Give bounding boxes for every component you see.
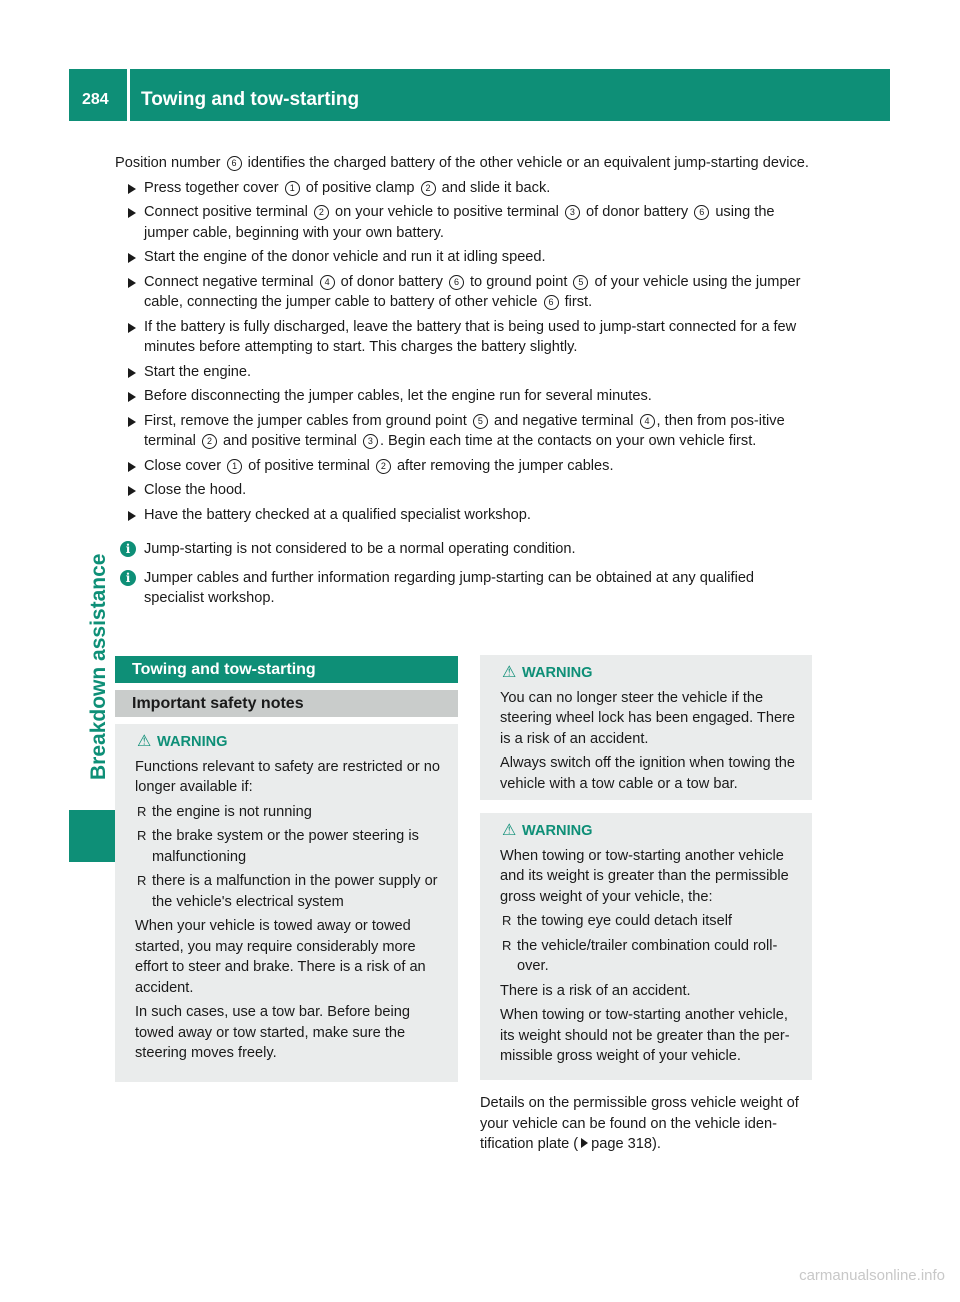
warning-text: When towing or tow-starting another vehicle and its weight is greater than the permissible gross weight of your vehicle, the: xyxy=(500,847,789,905)
chapter-side-label: Breakdown assistance xyxy=(87,553,110,780)
warning-text: You can no longer steer the vehicle if the steering wheel lock has been engaged. There is a risk of an accident. xyxy=(500,689,796,747)
warning-triangle-icon: ⚠ xyxy=(137,733,152,750)
step-arrow-icon xyxy=(128,486,136,496)
step-item: Before disconnecting the jumper cables, let the engine run for several minutes. xyxy=(115,386,812,407)
warning-text: Functions relevant to safety are restricted or no longer available if: xyxy=(135,758,440,795)
weight-details-paragraph: Details on the permissible gross vehicle weight of your vehicle can be found on the vehicle iden-tification plate ( page 318). xyxy=(480,1095,799,1152)
intro-paragraph: Position number 6 identifies the charged battery of the other vehicle or an equivalent jump-starting device. xyxy=(115,155,809,171)
position-number-badge: 3 xyxy=(565,205,580,220)
list-item: R the vehicle/trailer combination could roll-over. xyxy=(502,937,778,974)
list-item: R the towing eye could detach itself xyxy=(502,913,732,929)
position-number-badge: 2 xyxy=(421,181,436,196)
warning-text: When towing or tow-starting another vehicle, its weight should not be greater than the per-missible gross weight of your vehicle. xyxy=(500,1007,790,1064)
step-item: Connect negative terminal 4 of donor battery 6 to ground point 5 of your vehicle using the jumper cable, connecting the jumper cable to battery of other vehicle 6 first. xyxy=(115,272,812,313)
step-item: Close the hood. xyxy=(115,480,812,501)
warning-heading: ⚠ WARNING xyxy=(502,664,593,681)
step-item: Connect positive terminal 2 on your vehicle to positive terminal 3 of donor battery 6 using the jumper cable, beginning with your own battery. xyxy=(115,202,812,243)
step-arrow-icon xyxy=(128,184,136,194)
page-reference-link[interactable]: page 318 xyxy=(591,1136,653,1152)
step-arrow-icon xyxy=(128,462,136,472)
page-title: Towing and tow-starting xyxy=(141,89,360,110)
position-number-badge: 2 xyxy=(314,205,329,220)
position-number-badge: 5 xyxy=(473,414,488,429)
subsection-heading: Important safety notes xyxy=(115,690,458,717)
step-arrow-icon xyxy=(128,278,136,288)
list-item: R the brake system or the power steering is malfunctioning xyxy=(137,828,419,865)
page-reference-arrow-icon xyxy=(581,1138,588,1148)
step-arrow-icon xyxy=(128,368,136,378)
step-item: Press together cover 1 of positive clamp 2 and slide it back. xyxy=(115,178,812,199)
page-number: 284 xyxy=(82,91,109,108)
step-item: Start the engine of the donor vehicle and run it at idling speed. xyxy=(115,247,812,268)
step-item: Have the battery checked at a qualified specialist workshop. xyxy=(115,505,812,526)
warning-triangle-icon: ⚠ xyxy=(502,664,517,681)
list-item: R the engine is not running xyxy=(137,803,312,820)
step-arrow-icon xyxy=(128,392,136,402)
watermark: carmanualsonline.info xyxy=(799,1266,945,1284)
header-divider xyxy=(127,69,130,121)
step-item: First, remove the jumper cables from ground point 5 and negative terminal 4 , then from pos-itive terminal 2 and positive terminal 3 . Begin each time at the contacts on your own vehicle first. xyxy=(115,411,812,452)
warning-box-towing-weight xyxy=(480,813,812,1080)
position-number-badge: 6 xyxy=(227,156,242,171)
position-number-badge: 4 xyxy=(320,275,335,290)
warning-text: In such cases, use a tow bar. Before being towed away or tow started, make sure the steering moves freely. xyxy=(135,1004,411,1061)
warning-triangle-icon: ⚠ xyxy=(502,822,517,839)
info-icon: i xyxy=(120,541,136,557)
position-number-badge: 4 xyxy=(640,414,655,429)
position-number-badge: 2 xyxy=(202,434,217,449)
step-arrow-icon xyxy=(128,323,136,333)
step-arrow-icon xyxy=(128,208,136,218)
position-number-badge: 5 xyxy=(573,275,588,290)
position-number-badge: 2 xyxy=(376,459,391,474)
step-arrow-icon xyxy=(128,253,136,263)
info-note: i Jump-starting is not considered to be a normal operating condition. xyxy=(115,539,812,560)
info-icon: i xyxy=(120,570,136,586)
info-note: i Jumper cables and further information regarding jump-starting can be obtained at any qualified specialist workshop. xyxy=(115,568,812,609)
warning-box-steering-lock xyxy=(480,655,812,800)
section-heading: Towing and tow-starting xyxy=(115,656,458,683)
warning-heading: ⚠ WARNING xyxy=(137,733,228,750)
step-arrow-icon xyxy=(128,511,136,521)
position-number-badge: 6 xyxy=(544,295,559,310)
step-item: Start the engine. xyxy=(115,362,812,383)
warning-box-safety-functions xyxy=(115,724,458,1082)
position-number-badge: 6 xyxy=(449,275,464,290)
position-number-badge: 1 xyxy=(227,459,242,474)
step-arrow-icon xyxy=(128,417,136,427)
warning-text: Always switch off the ignition when towing the vehicle with a tow cable or a tow bar. xyxy=(500,755,796,792)
position-number-badge: 1 xyxy=(285,181,300,196)
warning-text: When your vehicle is towed away or towed started, you may require considerably more effort to steer and brake. There is a risk of an accident. xyxy=(135,918,426,996)
step-item: If the battery is fully discharged, leave the battery that is being used to jump-start connected for a few minutes before attempting to start. This charges the battery slightly. xyxy=(115,317,812,358)
warning-text: There is a risk of an accident. xyxy=(500,982,691,999)
step-list xyxy=(115,178,812,526)
list-item: R there is a malfunction in the power supply or the vehicle's electrical system xyxy=(137,873,438,910)
step-item: Close cover 1 of positive terminal 2 after removing the jumper cables. xyxy=(115,456,812,477)
position-number-badge: 3 xyxy=(363,434,378,449)
warning-heading: ⚠ WARNING xyxy=(502,822,593,839)
jump-start-instructions xyxy=(115,153,812,609)
position-number-badge: 6 xyxy=(694,205,709,220)
